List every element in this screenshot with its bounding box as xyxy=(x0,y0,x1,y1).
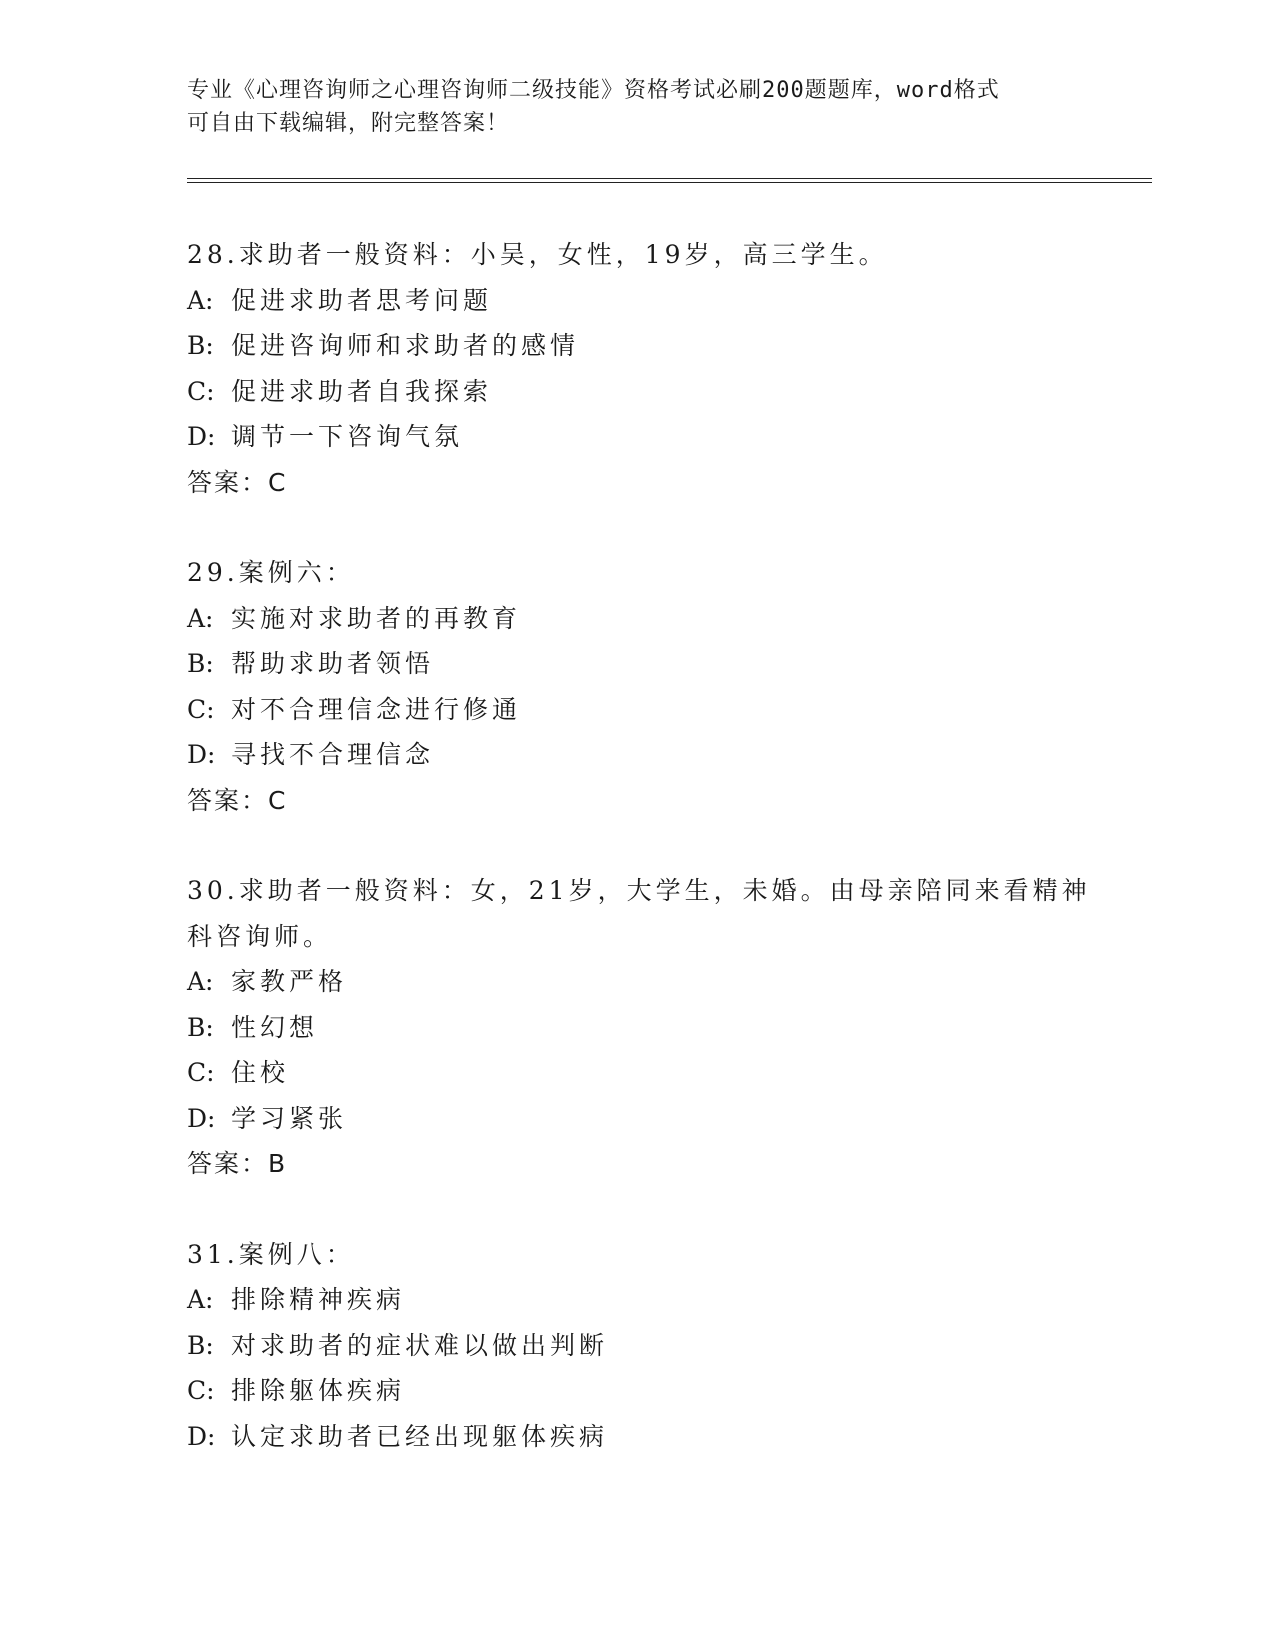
option-d xyxy=(187,1414,1087,1460)
option-b xyxy=(187,1005,1087,1051)
option-text: 促进咨询师和求助者的感情 xyxy=(231,331,580,360)
option-c xyxy=(187,369,1087,415)
option-text: 促进求助者思考问题 xyxy=(231,285,493,315)
option-text: 家教严格 xyxy=(231,967,348,996)
option-letter: A: xyxy=(187,603,214,633)
header-divider-top xyxy=(187,178,1152,179)
option-d xyxy=(187,414,1087,460)
header-line-2: 可自由下载编辑，附完整答案！ xyxy=(187,111,510,136)
header-divider-bottom xyxy=(187,182,1152,183)
option-text: 对求助者的症状难以做出判断 xyxy=(231,1330,609,1360)
option-text: 排除躯体疾病 xyxy=(231,1376,406,1405)
question-31 xyxy=(187,1232,1087,1460)
option-text: 学习紧张 xyxy=(231,1103,348,1133)
option-text: 调节一下咨询气氛 xyxy=(231,422,464,451)
option-d xyxy=(187,1096,1087,1142)
option-letter: A: xyxy=(187,967,214,996)
question-list xyxy=(187,232,1091,1504)
option-letter: C: xyxy=(187,1058,215,1087)
option-text: 住校 xyxy=(231,1058,290,1087)
option-text: 实施对求助者的再教育 xyxy=(231,603,522,633)
option-b xyxy=(187,1323,1087,1369)
option-d xyxy=(187,732,1087,778)
option-a xyxy=(187,959,1087,1005)
option-letter: B: xyxy=(187,649,214,678)
question-30 xyxy=(187,868,1091,1187)
option-text: 促进求助者自我探索 xyxy=(231,376,493,406)
option-a xyxy=(187,596,1087,642)
question-29 xyxy=(187,550,1087,823)
option-letter: B: xyxy=(187,1330,214,1360)
option-letter: B: xyxy=(187,331,214,360)
option-text: 帮助求助者领悟 xyxy=(231,649,435,678)
document-header xyxy=(187,74,1087,140)
question-stem-continued: 科咨询师。 xyxy=(187,921,333,951)
answer-line: 答案：B xyxy=(187,1149,288,1178)
option-b xyxy=(187,641,1087,687)
question-stem: 31.案例八： xyxy=(187,1239,355,1269)
option-letter: A: xyxy=(187,285,214,315)
option-text: 寻找不合理信念 xyxy=(231,740,435,769)
option-letter: D: xyxy=(187,740,216,769)
option-a xyxy=(187,278,1087,324)
answer-line: 答案：C xyxy=(187,467,288,497)
option-text: 认定求助者已经出现躯体疾病 xyxy=(231,1421,609,1451)
option-letter: A: xyxy=(187,1285,214,1314)
option-c xyxy=(187,1368,1087,1414)
question-stem: 28.求助者一般资料：小吴，女性，19岁，高三学生。 xyxy=(187,240,888,269)
option-c xyxy=(187,687,1087,733)
option-letter: C: xyxy=(187,1376,215,1405)
option-text: 对不合理信念进行修通 xyxy=(231,694,522,724)
question-stem: 30.求助者一般资料：女，21岁，大学生，未婚。由母亲陪同来看精神 xyxy=(187,876,1091,905)
option-letter: D: xyxy=(187,1421,216,1451)
option-letter: B: xyxy=(187,1012,214,1042)
option-c xyxy=(187,1050,1087,1096)
answer-line: 答案：C xyxy=(187,785,288,815)
option-text: 性幻想 xyxy=(231,1012,319,1042)
header-line-1: 专业《心理咨询师之心理咨询师二级技能》资格考试必刷200题题库，word格式 xyxy=(187,78,1000,103)
option-letter: D: xyxy=(187,422,216,451)
option-letter: C: xyxy=(187,694,215,724)
option-letter: D: xyxy=(187,1103,216,1133)
option-b xyxy=(187,323,1087,369)
option-letter: C: xyxy=(187,376,215,406)
option-a xyxy=(187,1277,1087,1323)
question-28 xyxy=(187,232,1087,505)
option-text: 排除精神疾病 xyxy=(231,1285,406,1314)
question-stem: 29.案例六： xyxy=(187,558,355,587)
